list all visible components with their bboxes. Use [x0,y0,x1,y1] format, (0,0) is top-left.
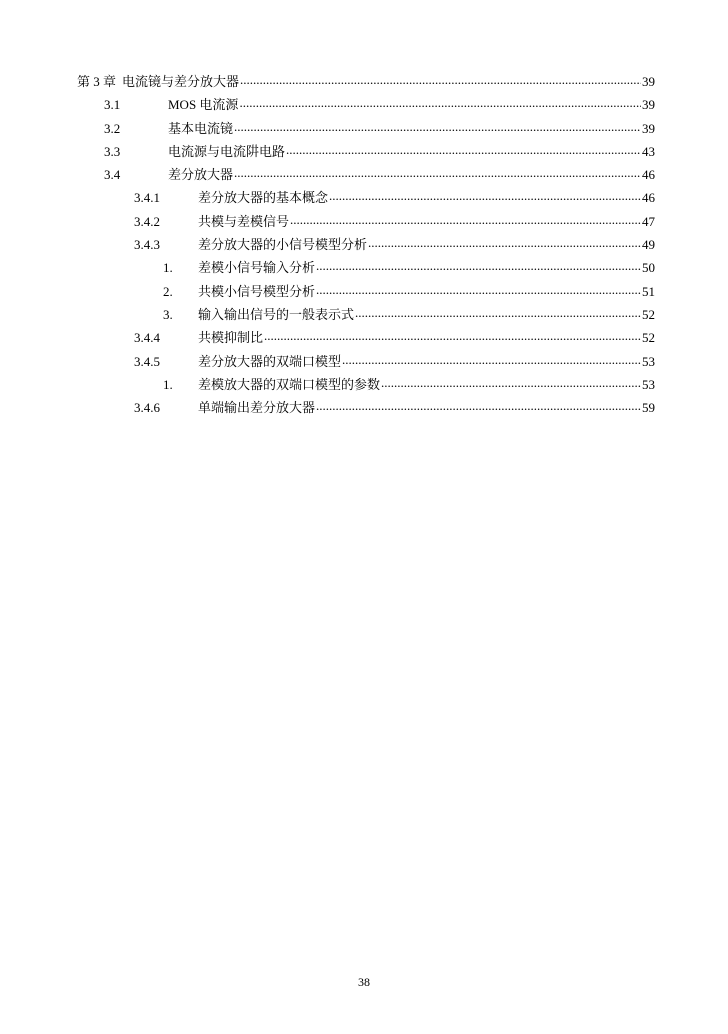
dot-leader [316,400,641,412]
toc-entry-page: 52 [642,306,655,322]
dot-leader [286,144,641,156]
toc-entry-title: 差模小信号输入分析 [198,260,316,276]
toc-entry-title: 电流镜与差分放大器 [122,74,240,89]
dot-leader [239,97,641,109]
toc-entry-title: 共模抑制比 [198,330,264,346]
toc-entry[interactable] [77,258,655,281]
toc-entry-number: 3.4.2 [134,213,160,229]
dot-leader [316,260,641,272]
toc-entry-page: 43 [642,143,655,159]
toc-entry-page: 39 [642,74,655,89]
toc-entry-title: 单端输出差分放大器 [198,400,316,416]
toc-entry-page: 50 [642,260,655,276]
dot-leader [329,190,641,202]
toc-entry-number: 3.1 [104,97,121,113]
toc-entry-page: 46 [642,167,655,183]
dot-leader [316,284,641,296]
toc-entry-title: 差分放大器的基本概念 [198,190,329,206]
toc-entry-title: MOS 电流源 [168,97,239,113]
toc-entry-number: 1. [163,376,173,392]
toc-entry[interactable] [77,235,655,258]
toc-entry[interactable] [77,375,655,398]
toc-entry-title: 基本电流镜 [168,120,234,136]
toc-entry-number: 3.4.1 [134,190,160,206]
toc-entry-title: 共模小信号模型分析 [198,283,316,299]
toc-entry-page: 51 [642,283,655,299]
toc-entry-page: 52 [642,330,655,346]
toc-entry-number: 3.3 [104,143,121,159]
toc-entry-number: 2. [163,283,173,299]
toc-entry-title: 差分放大器的小信号模型分析 [198,237,368,253]
dot-leader [234,121,641,133]
toc-entry-number: 3.2 [104,120,121,136]
dot-leader [234,167,641,179]
toc-entry-number: 第 3 章 [77,74,117,89]
toc-entry-title: 差分放大器 [168,167,234,183]
dot-leader [290,214,641,226]
toc-entry[interactable] [77,119,655,142]
dot-leader [381,377,641,389]
page-number-footer: 38 [358,975,370,989]
toc-entry-page: 39 [642,97,655,113]
dot-leader [355,307,641,319]
dot-leader [264,330,641,342]
toc-entry-page: 39 [642,120,655,136]
toc-entry[interactable] [77,188,655,211]
toc-entry-number: 3. [163,306,173,322]
toc-entry[interactable] [77,328,655,351]
toc-entry[interactable] [77,212,655,235]
toc-entry[interactable] [77,95,655,118]
toc-entry-number: 3.4 [104,167,121,183]
toc-entry-title: 电流源与电流阱电路 [168,143,286,159]
toc-entry-title: 输入输出信号的一般表示式 [198,306,355,322]
toc-entry-page: 59 [642,400,655,416]
toc-entry[interactable] [77,282,655,305]
toc-entry[interactable] [77,305,655,328]
table-of-contents [77,72,655,421]
toc-entry[interactable] [77,72,655,95]
toc-entry-number: 1. [163,260,173,276]
toc-entry-number: 3.4.6 [134,400,160,416]
toc-entry-number: 3.4.3 [134,237,160,253]
toc-entry-page: 53 [642,376,655,392]
toc-entry[interactable] [77,398,655,421]
toc-entry[interactable] [77,165,655,188]
toc-entry-title: 差分放大器的双端口模型 [198,353,342,369]
dot-leader [342,354,641,366]
toc-entry-title: 差模放大器的双端口模型的参数 [198,376,381,392]
toc-entry[interactable] [77,352,655,375]
toc-entry-number: 3.4.4 [134,330,160,346]
dot-leader [240,74,641,86]
toc-entry-page: 47 [642,213,655,229]
toc-entry-page: 46 [642,190,655,206]
toc-entry-page: 53 [642,353,655,369]
toc-entry-number: 3.4.5 [134,353,160,369]
toc-entry[interactable] [77,142,655,165]
toc-entry-title: 共模与差模信号 [198,213,290,229]
toc-entry-page: 49 [642,237,655,253]
dot-leader [368,237,641,249]
